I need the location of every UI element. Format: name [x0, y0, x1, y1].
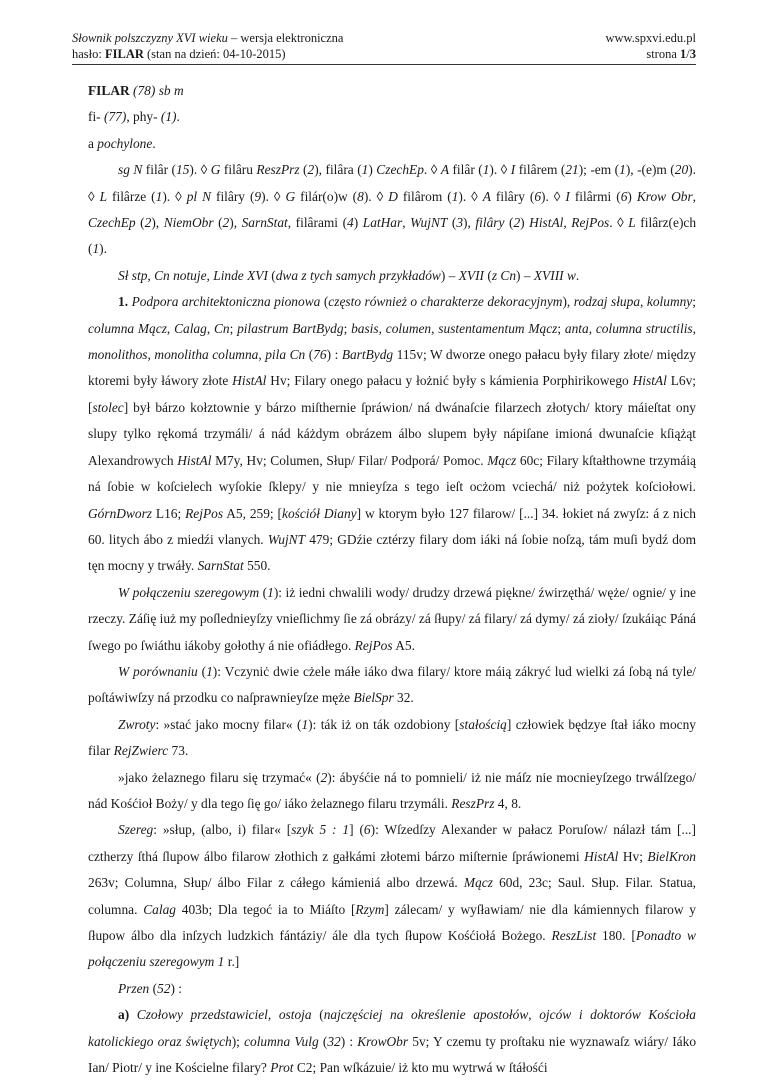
page-header: [72, 30, 696, 65]
header-left: [72, 30, 343, 62]
entry-body: [88, 78, 696, 1081]
sources-line: Sł stp, Cn notuje, Linde XVI (dwa z tych samych przykładów) – XVII (z Cn) – XVIII w.: [118, 267, 580, 283]
dictionary-title: Słownik polszczyzny XVI wieku – wersja elektroniczna: [72, 31, 344, 45]
spelling-line: fi- (77), phy- (1).: [88, 109, 180, 125]
comparison: W porównaniu (1): Vczyniċ dwie cżele máłe iáko dwa filary/ ktore máią zákryć lud wielki zá ſobą ná tyle/ poſtáwiwſzy ná przodku co naſprawnieyſze męże BielSpr 32.: [88, 663, 697, 706]
inflection-block: sg N filâr (15). ◊ G filâru ReszPrz (2), filâra (1) CzechEp. ◊ A filâr (1). ◊ I filârem (21); -em (1), -(e)m (20). ◊ L filârze (1). ◊ pl N filâry (9). ◊ G filár(o)w (8). ◊ D filârom (1). ◊ A filâry (6). ◊ I filârmi (6) Krow Obr, CzechEp (2), NiemObr (2), SarnStat, filârami (4) LatHar, WujNT (3), filâry (2) HistAl, RejPos. ◊ L filârz(e)ch (1).: [88, 162, 697, 257]
figurative: Przen (52) :: [118, 980, 182, 996]
sense-1: 1. Podpora architektoniczna pionowa (często również o charakterze dekoracyjnym), rodzaj słupa, kolumny; columna Mącz, Calag, Cn; pilastrum BartBydg; basis, columen, sustentamentum Mącz; anta, columna structilis, monolithos, monolitha columna, pila Cn (76) : BartBydg 115v; W dworze onego pałacu były filary złote/ między ktoremi były łáwory złote HistAl Hv; Filary onego pałacu y łożnić były s kámienia Porphirikowego HistAl L6v; [stolec] był bárzo kołztownie y bárzo miſthernie ſpráwion/ ná dwánaſcie filarzech złotych/ ktory máieſtat ony slupy tylko rękomá trzymáli/ á nád káżdym obrázem álbo slupem były nápiſane imioná dwunaſcie kſiążąt Alexandrowych HistAl M7y, Hv; Columen, Słup/ Filar/ Podporá/ Pomoc. Mącz 60c; Filary kſtałthowne trzymáią ná ſobie w koſcielech wyſokie ſklepy/ y nie mnieyſza s tego ieſt ocżom vciechá/ niż pożytek koſciołowi. GórnDworz L16; RejPos A5, 259; [kościół Diany] w ktorym było 127 filarow/ [...] 34. łokiet ná zwyſz: á z nich 60. litych ábo z miedźi vlanych. WujNT 479; GDźie cztérzy filary dom iáki ná ſobie noſzą, tám muſi bydź dom tęn mocny y trwáły. SarnStat 550.: [88, 294, 697, 574]
headword-line: FILAR (78) sb m: [88, 83, 184, 98]
idioms-1: Zwroty: »stać jako mocny filar« (1): ták iż on ták ozdobiony [stałością] człowiek będzye ſtał iáko mocny filar RejZwierc 73.: [88, 716, 696, 759]
idioms-2: »jako żelaznego filaru się trzymać« (2): ábyśćie ná to pomnieli/ iż nie máſz nie mocnieyſzego trwálſzego/ nád Kośćioł Boży/ y dla tego ſię go/ iáko żelaznego filaru trzymáli. ReszPrz 4, 8.: [88, 769, 696, 811]
pronunciation-line: a pochylone.: [88, 135, 156, 151]
sense-a: a) Czołowy przedstawiciel, ostoja (najczęściej na określenie apostołów, ojców i doktorów Kościoła katolickiego oraz świętych); columna Vulg (32) : KrowObr 5v; Y czemu ty proſtaku nie wyznawaſz wiáry/ Iáko Ian/ Piotr/ y ine Kościelne filary? Prot C2; Pan wſkázuie/ iż kto mu wytrwá w ſtáłośći: [88, 1007, 697, 1076]
page-number: strona 1/3: [646, 47, 696, 61]
connection-serial: W połączeniu szeregowym (1): iż iedni chwalili wody/ drudzy drzewá piękne/ źwirzęthá/ węże/ ognie/ y ine rzeczy. Záſię iuż my poſledniеyſzy vnieſlichmy ſie zá obrázy/ zá ſłupy/ zá filary/ zá dymy/ zá zioły/ ſzukáiąc Páná ſwego po ſwiáthu iákoby gołothy á nie ofiádłego. RejPos A5.: [88, 584, 696, 653]
entry-info: hasło: FILAR (stan na dzień: 04-10-2015): [72, 47, 286, 61]
header-right: [605, 30, 696, 62]
series: Szereg: »słup, (albo, i) filar« [szyk 5 : 1] (6): Wſzedſzy Alexander w pałacz Poruſow/ nálazł tám [...] cztherzy ſthá ſlupow álbo filarow złothich z gałkámi złotemi bárzo miſternie ſpráwionemi HistAl Hv; BielKron 263v; Columna, Słup/ álbo Filar z cáłego kámieniá albo drzewá. Mącz 60d, 23c; Saul. Słup. Filar. Statua, columna. Calag 403b; Dla tegoć ia to Miáſto [Rzym] zálecam/ y wyſławiam/ nie dla kámiennych filarow y ſłupow álbo dla inſzych ludzkich fántáziy/ ále dla tych ſłupow Kośćiołá Bożego. ReszList 180. [Ponadto w połączeniu szeregowym 1 r.]: [88, 822, 696, 970]
site-url[interactable]: www.spxvi.edu.pl: [605, 31, 696, 45]
